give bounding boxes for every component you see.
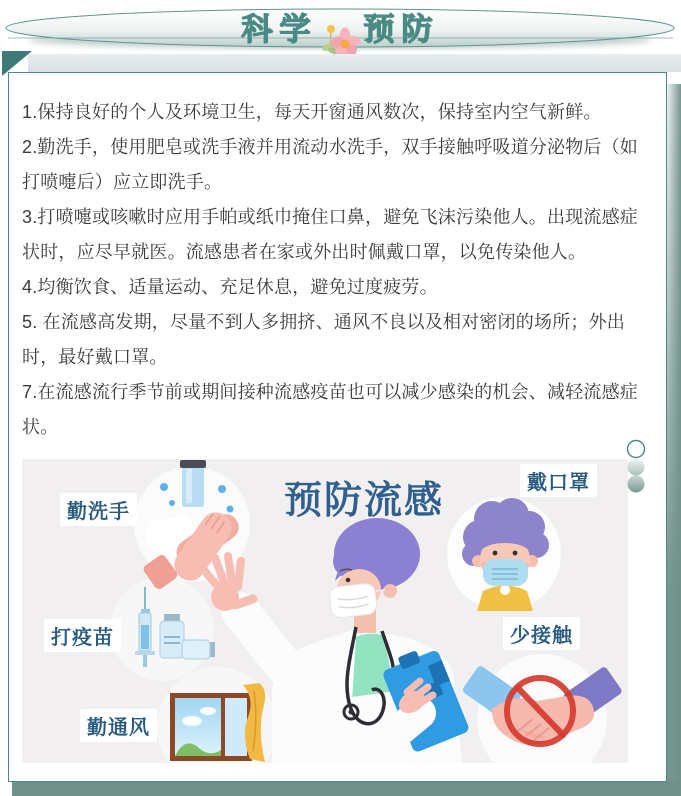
scroll-dots-decoration	[625, 439, 649, 499]
label-get-vaccinated: 打疫苗	[44, 619, 121, 652]
label-less-contact: 少接触	[503, 617, 580, 650]
header-band	[28, 54, 681, 72]
tip-item: 1.保持良好的个人及环境卫生，每天开窗通风数次，保持室内空气新鲜。	[22, 102, 602, 122]
tip-item: 7.在流感流行季节前或期间接种流感疫苗也可以减少感染的机会、减轻流感症状。	[22, 382, 639, 437]
tip-item: 5. 在流感高发期，尽量不到人多拥挤、通风不良以及相对密闭的场所；外出时，最好戴口罩。	[22, 312, 626, 367]
right-shadow-bar	[667, 84, 681, 796]
content-box	[8, 72, 667, 782]
tip-item: 2.勤洗手，使用肥皂或洗手液并用流动水洗手，双手接触呼吸道分泌物后（如打喷嚏后）应立即洗手。	[22, 137, 639, 192]
label-ventilate: 勤通风	[80, 709, 157, 742]
tip-item: 3.打喷嚏或咳嗽时应用手帕或纸巾掩住口鼻，避免飞沫污染他人。出现流感症状时，应尽早就医。流感患者在家或外出时佩戴口罩，以免传染他人。	[22, 207, 639, 262]
page-title-right: 预防	[363, 12, 440, 47]
illustration-title: 预防流感	[284, 480, 445, 522]
label-wash-hands: 勤洗手	[60, 493, 137, 526]
tip-item: 4.均衡饮食、适量运动、充足休息，避免过度疲劳。	[22, 277, 438, 297]
tips-text	[9, 73, 666, 445]
label-wear-mask: 戴口罩	[520, 464, 597, 497]
page-title-left: 科学	[241, 12, 318, 47]
bottom-bar	[12, 782, 681, 796]
flu-prevention-illustration	[22, 459, 628, 763]
open-window-icon	[170, 683, 265, 762]
